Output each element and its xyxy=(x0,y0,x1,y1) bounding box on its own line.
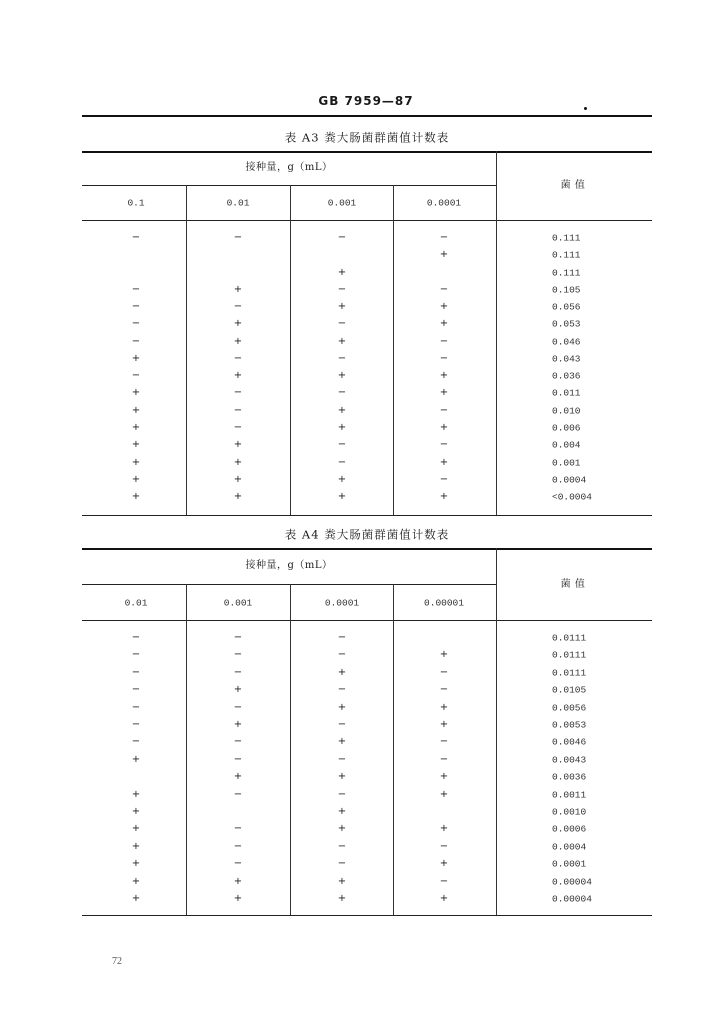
sign-cell: + xyxy=(337,701,347,713)
sign-cell: − xyxy=(131,318,141,330)
value-cell: 0.0011 xyxy=(552,788,587,800)
sign-cell: − xyxy=(439,352,449,364)
sign-cell: − xyxy=(337,232,347,243)
sign-cell: − xyxy=(439,753,449,765)
value-header: 菌 值 xyxy=(560,180,586,191)
table-title: 表 A4 粪大肠菌群菌值计数表 xyxy=(284,527,450,542)
value-cell: 0.111 xyxy=(552,232,581,244)
value-column-divider xyxy=(496,548,497,915)
sign-cell: + xyxy=(439,301,449,313)
sign-cell: + xyxy=(131,823,141,835)
page-number: 72 xyxy=(112,956,122,967)
sign-cell: − xyxy=(439,335,449,347)
value-cell: <0.0004 xyxy=(552,491,592,503)
value-cell: 0.0010 xyxy=(552,806,587,818)
scan-speck xyxy=(584,107,587,110)
sign-cell: + xyxy=(439,387,449,399)
value-cell: 0.043 xyxy=(552,353,581,365)
sign-cell: − xyxy=(337,840,347,852)
value-cell: 0.046 xyxy=(552,335,581,347)
column-header: 0.001 xyxy=(223,597,253,609)
sign-cell: − xyxy=(337,283,347,295)
sign-cell: − xyxy=(233,632,243,643)
table-title: 表 A3 粪大肠菌群菌值计数表 xyxy=(284,130,450,145)
sign-cell: − xyxy=(439,736,449,748)
sign-cell: − xyxy=(233,666,243,678)
sign-cell: − xyxy=(233,701,243,713)
sign-cell: − xyxy=(131,335,141,347)
sign-cell: + xyxy=(233,439,243,451)
sign-cell: − xyxy=(131,649,141,661)
sign-cell: + xyxy=(233,684,243,696)
sign-cell: + xyxy=(233,283,243,295)
sign-cell: + xyxy=(439,701,449,713)
sign-cell: + xyxy=(337,771,347,783)
value-cell: 0.010 xyxy=(552,404,581,416)
value-cell: 0.0006 xyxy=(552,823,587,835)
sign-cell: + xyxy=(439,370,449,382)
value-cell: 0.0004 xyxy=(552,474,587,486)
sign-cell: − xyxy=(337,684,347,696)
sign-cell: + xyxy=(131,806,141,817)
sign-cell: + xyxy=(337,335,347,347)
column-header: 0.0001 xyxy=(426,197,462,209)
value-cell: 0.0111 xyxy=(552,632,587,644)
sign-cell: + xyxy=(439,719,449,730)
sign-cell: + xyxy=(337,370,347,382)
sign-cell: − xyxy=(439,684,449,696)
sign-cell: − xyxy=(337,456,347,468)
value-cell: 0.0001 xyxy=(552,858,587,870)
sign-cell: − xyxy=(233,232,243,243)
sign-cell: + xyxy=(337,806,347,817)
sign-cell: + xyxy=(233,318,243,330)
sign-cell: + xyxy=(337,473,347,485)
sign-cell: − xyxy=(439,840,449,852)
value-column-divider xyxy=(496,151,497,515)
sign-cell: + xyxy=(233,335,243,347)
sign-cell: − xyxy=(131,719,141,730)
sign-cell: + xyxy=(131,352,141,364)
column-header: 0.1 xyxy=(127,197,145,209)
sign-cell: − xyxy=(233,352,243,364)
sign-cell: − xyxy=(337,387,347,399)
sign-cell: − xyxy=(337,753,347,765)
column-divider xyxy=(393,185,394,515)
column-divider xyxy=(393,584,394,915)
value-cell: 0.0056 xyxy=(552,701,587,713)
value-cell: 0.0043 xyxy=(552,754,587,766)
sign-cell: + xyxy=(439,491,449,503)
sign-cell: − xyxy=(233,301,243,313)
inoculum-header: 接种量，g（mL） xyxy=(245,560,333,571)
sign-cell: + xyxy=(439,649,449,661)
sign-cell: + xyxy=(439,456,449,468)
column-header: 0.01 xyxy=(226,197,250,209)
sign-cell: + xyxy=(131,875,141,887)
header-bottom-rule xyxy=(82,620,652,621)
sign-cell: + xyxy=(439,318,449,330)
sign-cell: + xyxy=(131,753,141,765)
sign-cell: + xyxy=(131,788,141,800)
sign-cell: + xyxy=(439,771,449,783)
sign-cell: − xyxy=(131,301,141,313)
sign-cell: − xyxy=(233,736,243,748)
sign-cell: − xyxy=(131,736,141,748)
value-cell: 0.0004 xyxy=(552,841,587,853)
sign-cell: + xyxy=(439,823,449,835)
sign-cell: − xyxy=(131,632,141,643)
value-cell: 0.0111 xyxy=(552,667,587,679)
inoculum-underline xyxy=(82,584,496,585)
sign-cell: − xyxy=(439,232,449,243)
sign-cell: + xyxy=(131,840,141,852)
sign-cell: + xyxy=(337,491,347,503)
value-cell: 0.001 xyxy=(552,456,581,468)
inoculum-header: 接种量，g（mL） xyxy=(245,162,333,173)
sign-cell: − xyxy=(233,788,243,800)
column-divider xyxy=(290,584,291,915)
header-bottom-rule xyxy=(82,220,652,221)
value-cell: 0.0105 xyxy=(552,684,587,696)
sign-cell: − xyxy=(337,352,347,364)
sign-cell: − xyxy=(337,719,347,730)
sign-cell: − xyxy=(439,666,449,678)
sign-cell: − xyxy=(337,318,347,330)
sign-cell: − xyxy=(233,404,243,416)
sign-cell: + xyxy=(131,439,141,451)
sign-cell: − xyxy=(337,632,347,643)
value-cell: 0.0111 xyxy=(552,649,587,661)
sign-cell: − xyxy=(131,701,141,713)
sign-cell: − xyxy=(233,823,243,835)
sign-cell: − xyxy=(233,387,243,399)
sign-cell: − xyxy=(131,684,141,696)
value-cell: 0.0046 xyxy=(552,736,587,748)
sign-cell: − xyxy=(337,439,347,451)
sign-cell: + xyxy=(131,473,141,485)
sign-cell: + xyxy=(233,473,243,485)
sign-cell: + xyxy=(131,858,141,870)
value-cell: 0.00004 xyxy=(552,893,592,905)
sign-cell: − xyxy=(439,283,449,295)
sign-cell: + xyxy=(337,666,347,678)
sign-cell: − xyxy=(439,404,449,416)
value-header: 菌 值 xyxy=(560,579,586,590)
sign-cell: + xyxy=(131,893,141,904)
value-cell: 0.111 xyxy=(552,266,581,278)
inoculum-underline xyxy=(82,185,496,186)
value-cell: 0.006 xyxy=(552,422,581,434)
value-cell: 0.056 xyxy=(552,301,581,313)
sign-cell: + xyxy=(439,249,449,261)
column-divider xyxy=(186,584,187,915)
sign-cell: + xyxy=(233,875,243,887)
sign-cell: + xyxy=(439,421,449,433)
sign-cell: − xyxy=(439,875,449,887)
value-cell: 0.011 xyxy=(552,387,581,399)
sign-cell: − xyxy=(233,858,243,870)
sign-cell: − xyxy=(233,753,243,765)
value-cell: 0.0053 xyxy=(552,719,587,731)
column-divider xyxy=(186,185,187,515)
sign-cell: + xyxy=(131,404,141,416)
sign-cell: + xyxy=(337,404,347,416)
sign-cell: + xyxy=(439,893,449,904)
header-rule xyxy=(82,115,652,117)
value-cell: 0.00004 xyxy=(552,875,592,887)
sign-cell: + xyxy=(233,370,243,382)
sign-cell: + xyxy=(233,491,243,503)
column-header: 0.00001 xyxy=(424,597,464,609)
sign-cell: − xyxy=(337,649,347,661)
sign-cell: − xyxy=(439,473,449,485)
table-top-rule xyxy=(82,548,652,550)
sign-cell: − xyxy=(131,232,141,243)
sign-cell: − xyxy=(131,666,141,678)
sign-cell: + xyxy=(337,736,347,748)
sign-cell: + xyxy=(233,719,243,730)
table-bottom-rule xyxy=(82,915,652,916)
sign-cell: − xyxy=(233,421,243,433)
column-header: 0.001 xyxy=(327,197,357,209)
sign-cell: + xyxy=(131,491,141,503)
sign-cell: + xyxy=(131,456,141,468)
value-cell: 0.0036 xyxy=(552,771,587,783)
standard-number: GB 7959—87 xyxy=(318,94,414,108)
sign-cell: + xyxy=(337,875,347,887)
value-cell: 0.111 xyxy=(552,249,581,261)
sign-cell: − xyxy=(233,649,243,661)
sign-cell: + xyxy=(131,421,141,433)
sign-cell: + xyxy=(337,893,347,904)
sign-cell: + xyxy=(233,456,243,468)
table-bottom-rule xyxy=(82,515,652,516)
column-header: 0.0001 xyxy=(324,597,360,609)
sign-cell: + xyxy=(439,858,449,870)
sign-cell: + xyxy=(233,771,243,783)
sign-cell: + xyxy=(337,823,347,835)
sign-cell: − xyxy=(131,370,141,382)
value-cell: 0.036 xyxy=(552,370,581,382)
table-top-rule xyxy=(82,151,652,153)
sign-cell: + xyxy=(131,387,141,399)
sign-cell: − xyxy=(337,858,347,870)
sign-cell: − xyxy=(131,283,141,295)
sign-cell: − xyxy=(337,788,347,800)
sign-cell: + xyxy=(337,266,347,278)
sign-cell: + xyxy=(337,301,347,313)
value-cell: 0.004 xyxy=(552,439,581,451)
sign-cell: − xyxy=(439,439,449,451)
column-header: 0.01 xyxy=(124,597,148,609)
sign-cell: − xyxy=(233,840,243,852)
sign-cell: + xyxy=(233,893,243,904)
value-cell: 0.053 xyxy=(552,318,581,330)
sign-cell: + xyxy=(337,421,347,433)
value-cell: 0.105 xyxy=(552,284,581,296)
column-divider xyxy=(290,185,291,515)
sign-cell: + xyxy=(439,788,449,800)
